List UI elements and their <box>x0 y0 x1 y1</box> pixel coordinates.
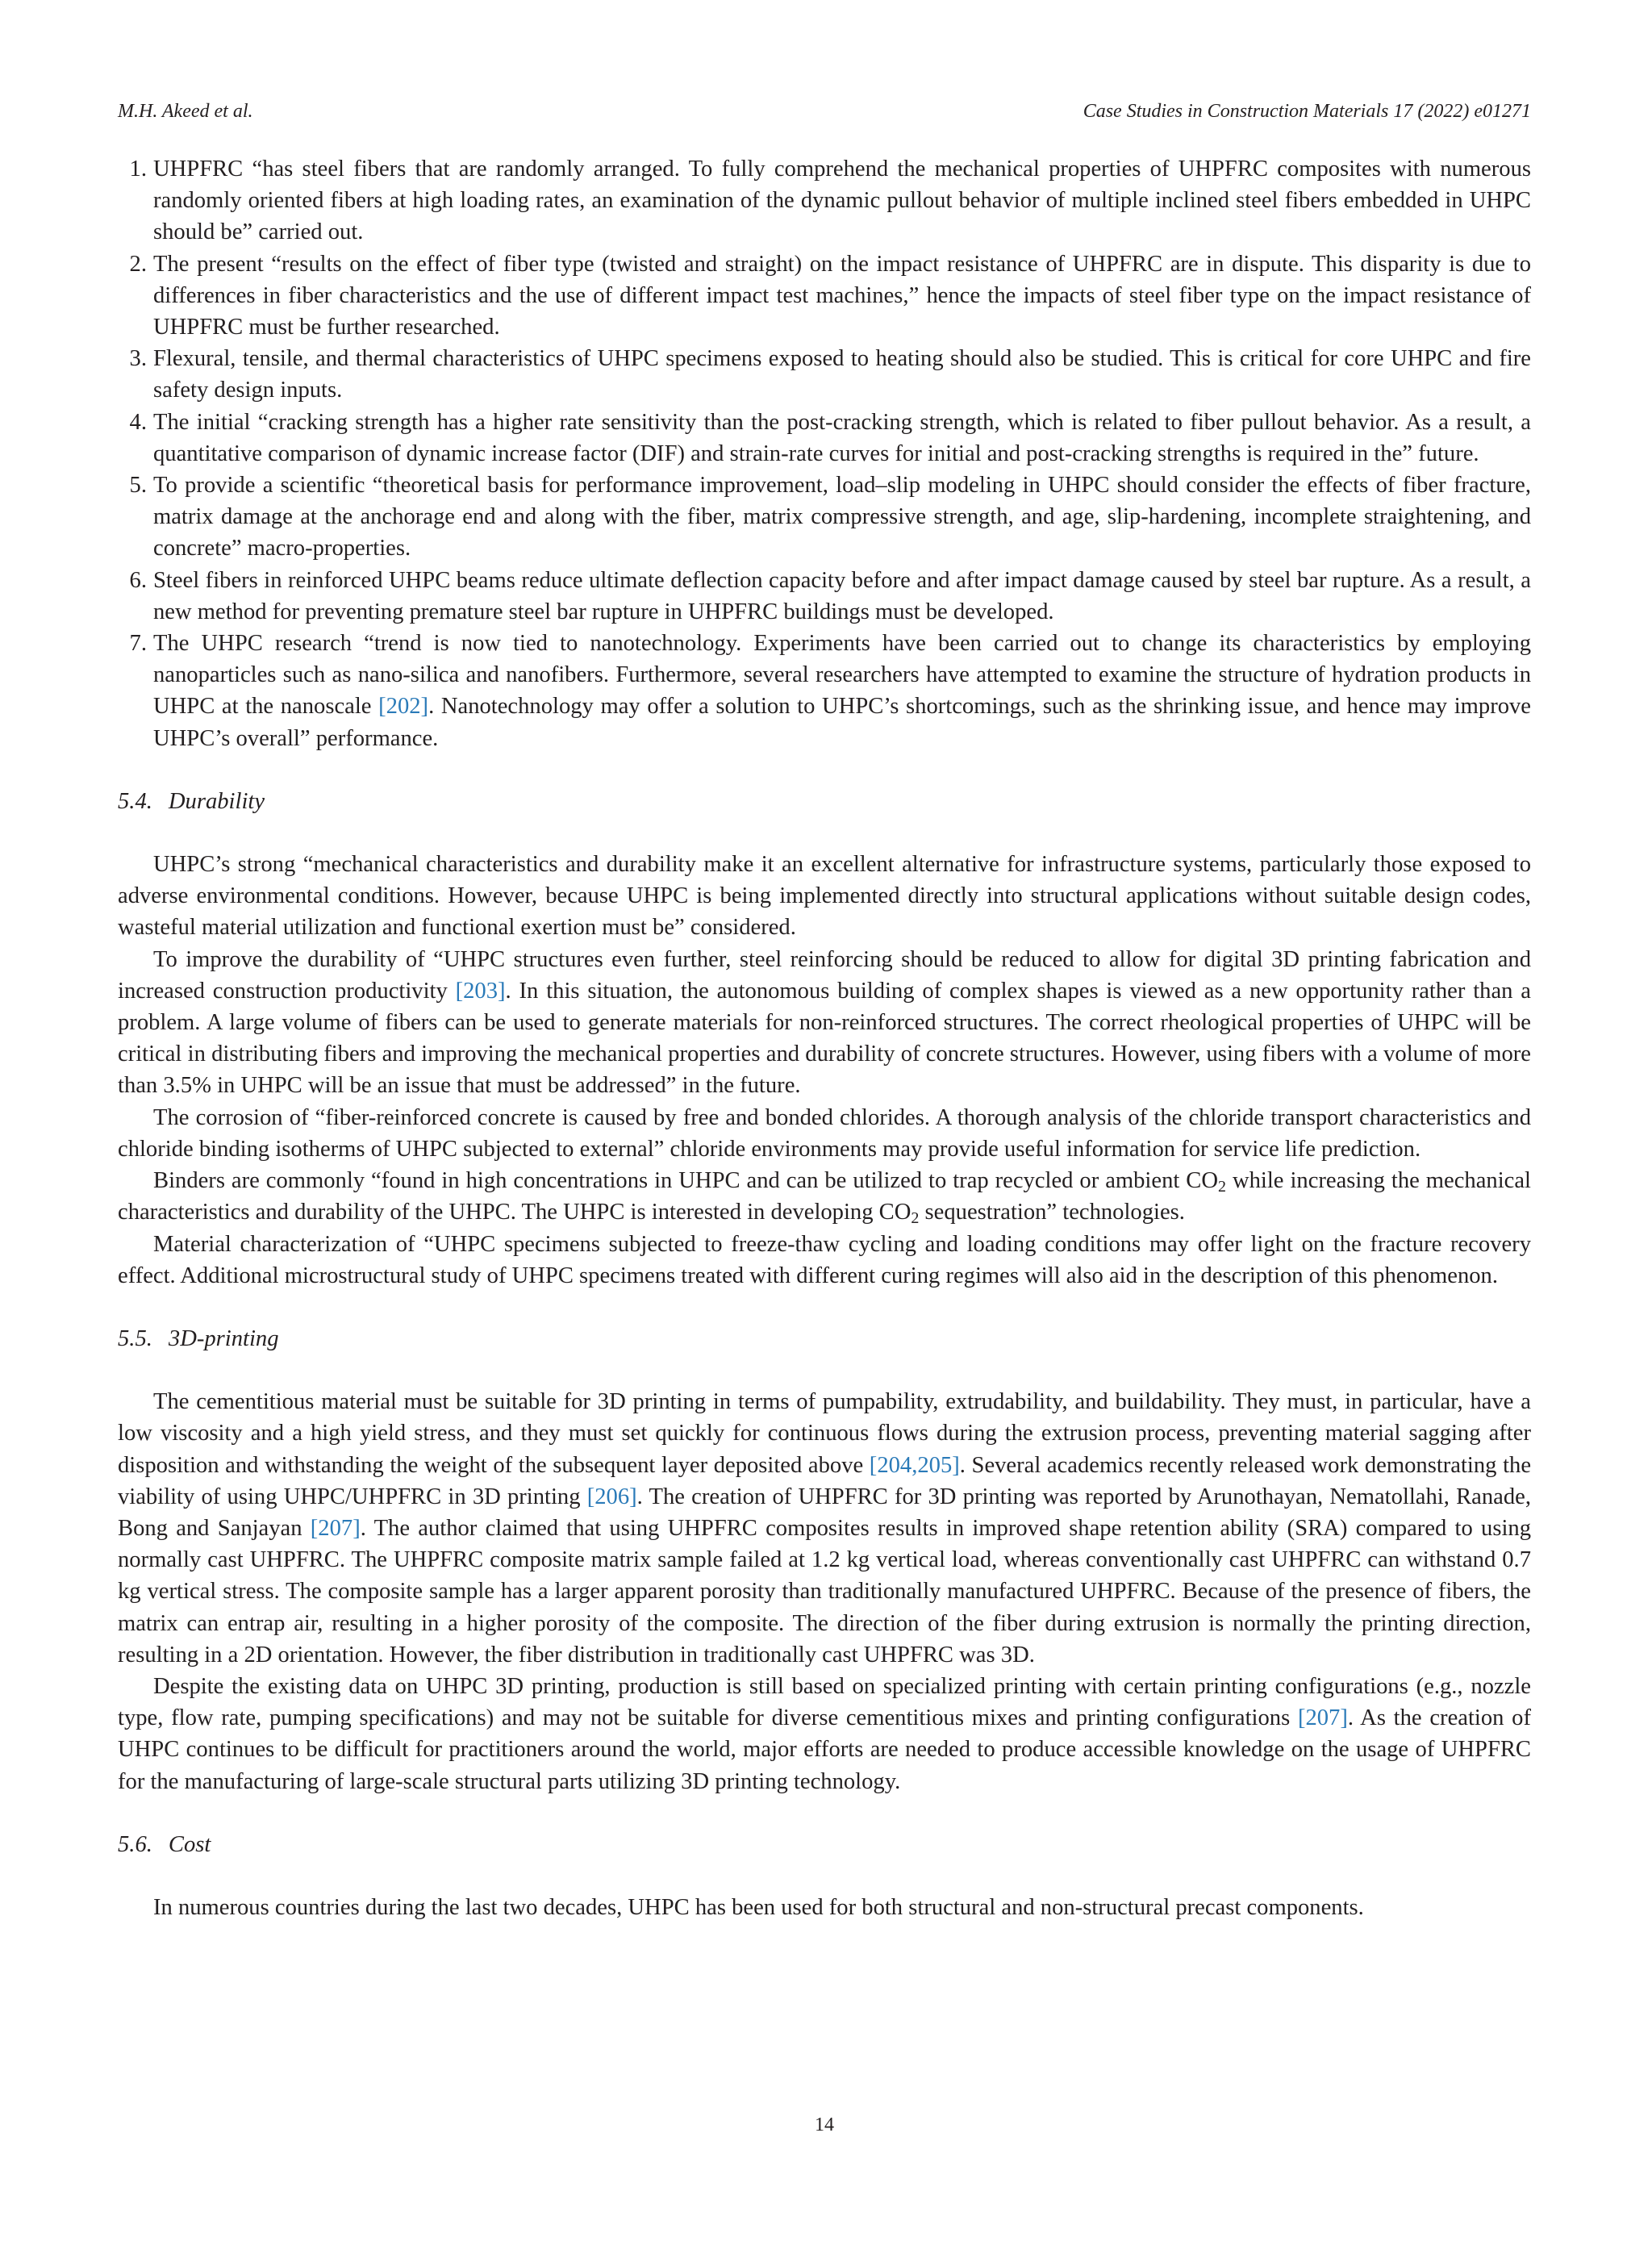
list-item-number: 7. <box>129 631 147 657</box>
paragraph: Material characterization of “UHPC specimens subjected to freeze-thaw cycling and loading conditions may offer light on the fracture recovery effect. Additional microstructural study of UHPC specimens treated with different curing regimes will also aid in the description of this phenomenon. <box>118 1231 1531 1288</box>
author-running-head: M.H. Akeed et al. <box>118 101 253 122</box>
section-title: Durability <box>168 788 265 814</box>
section-heading-printing <box>118 1323 1531 1354</box>
page-number: 14 <box>815 2114 834 2135</box>
list-item <box>129 248 1531 344</box>
list-item <box>129 470 1531 565</box>
paragraph: UHPC’s strong “mechanical characteristics and durability make it an excellent alternative for infrastructure systems, particularly those exposed to adverse environmental conditions. However, because UHPC is being implemented directly into structural applications without suitable design codes, wasteful material utilization and functional exertion must be” considered. <box>118 852 1531 941</box>
list-item-text: UHPFRC “has steel fibers that are randomly arranged. To fully comprehend the mechanical properties of UHPFRC composites with numerous randomly oriented fibers at high loading rates, an examination of the dynamic pullout behavior of multiple inclined steel fibers embedded in UHPC should be” carried out. <box>153 157 1531 245</box>
list-item <box>129 153 1531 248</box>
section-title: Cost <box>168 1831 211 1857</box>
list-item-text: Steel fibers in reinforced UHPC beams reduce ultimate deflection capacity before and after impact damage caused by steel bar rupture. As a result, a new method for preventing premature steel bar rupture in UHPFRC buildings must be developed. <box>153 567 1531 624</box>
citation-link[interactable]: [203] <box>455 978 506 1004</box>
list-item-number: 1. <box>129 157 147 182</box>
citation-link[interactable]: [206] <box>586 1484 637 1509</box>
list-item <box>129 407 1531 470</box>
subscript: 2 <box>1218 1178 1227 1196</box>
list-item-text: The UHPC research “trend is now tied to nanotechnology. Experiments have been carried out to change its characteristics by employing nanoparticles such as nano-silica and nanofibers. Furthermore, several researchers have attempted to examine the structure of hydration products in UHPC at the nanoscale [202]. Nanotechnology may offer a solution to UHPC’s shortcomings, such as the shrinking issue, and hence may improve UHPC’s overall” performance. <box>153 631 1532 751</box>
section-number: 5.5. <box>118 1325 152 1351</box>
journal-running-head: Case Studies in Construction Materials 17 (2022) e01271 <box>1083 101 1531 122</box>
citation-link[interactable]: [207] <box>310 1515 361 1541</box>
list-item-number: 6. <box>129 567 147 593</box>
paragraph: In numerous countries during the last two decades, UHPC has been used for both structural and non-structural precast components. <box>153 1894 1364 1920</box>
list-item-text: The present “results on the effect of fiber type (twisted and straight) on the impact resistance of UHPFRC are in dispute. This disparity is due to differences in fiber characteristics and the use of different impact test machines,” hence the impacts of steel fiber type on the impact resistance of UHPFRC must be further researched. <box>153 251 1531 340</box>
section-title: 3D-printing <box>168 1325 279 1351</box>
list-item-number: 3. <box>129 346 147 372</box>
list-item-text: The initial “cracking strength has a higher rate sensitivity than the post-cracking strength, which is related to fiber pullout behavior. As a result, a quantitative comparison of dynamic increase factor (DIF) and strain-rate curves for initial and post-cracking strengths is required in the” future. <box>153 409 1531 466</box>
paragraph: To improve the durability of “UHPC structures even further, steel reinforcing should be reduced to allow for digital 3D printing fabrication and increased construction productivity [203]. In this situation, the autonomous building of complex shapes is viewed as a new opportunity rather than a problem. A large volume of fibers can be used to generate materials for non-reinforced structures. The correct rheological properties of UHPC will be critical in distributing fibers and improving the mechanical properties and durability of concrete structures. However, using fibers with a volume of more than 3.5% in UHPC will be an issue that must be addressed” in the future. <box>118 946 1531 1099</box>
list-item <box>129 628 1532 754</box>
list-item-number: 5. <box>129 473 147 499</box>
paragraph: Despite the existing data on UHPC 3D printing, production is still based on specialized printing with certain printing configurations (e.g., nozzle type, flow rate, pumping specifications) and may not be suitable for diverse cementitious mixes and printing configurations [207]. As the creation of UHPC continues to be difficult for practitioners around the world, major efforts are needed to produce accessible knowledge on the usage of UHPFRC for the manufacturing of large-scale structural parts utilizing 3D printing technology. <box>118 1673 1531 1794</box>
citation-link[interactable]: [207] <box>1297 1705 1348 1731</box>
running-header <box>118 98 1531 124</box>
section-number: 5.4. <box>118 788 152 814</box>
section-heading-durability <box>118 786 1531 817</box>
sections <box>118 786 1531 1923</box>
list-item-number: 2. <box>129 251 147 277</box>
section-number: 5.6. <box>118 1831 152 1857</box>
paragraph: The corrosion of “fiber-reinforced concrete is caused by free and bonded chlorides. A thorough analysis of the chloride transport characteristics and chloride binding isotherms of UHPC subjected to external” chloride environments may provide useful information for service life prediction. <box>118 1104 1531 1162</box>
list-item-text: Flexural, tensile, and thermal characteristics of UHPC specimens exposed to heating should also be studied. This is critical for core UHPC and fire safety design inputs. <box>153 346 1531 403</box>
article-body <box>118 153 1531 1923</box>
future-research-list <box>118 153 1531 754</box>
list-item-number: 4. <box>129 409 147 435</box>
paragraph: The cementitious material must be suitable for 3D printing in terms of pumpability, extrudability, and buildability. They must, in particular, have a low viscosity and a high yield stress, and they must set quickly for continuous flows during the extrusion process, preventing material sagging after disposition and withstanding the weight of the subsequent layer deposited above [204,205]. Several academics recently released work demonstrating the viability of using UHPC/UHPFRC in 3D printing [206]. The creation of UHPFRC for 3D printing was reported by Arunothayan, Nematollahi, Ranade, Bong and Sanjayan [207]. The author claimed that using UHPFRC composites results in improved shape retention ability (SRA) compared to using normally cast UHPFRC. The UHPFRC composite matrix sample failed at 1.2 kg vertical load, whereas conventionally cast UHPFRC can withstand 0.7 kg vertical stress. The composite sample has a larger apparent porosity than traditionally manufactured UHPFRC. Because of the presence of fibers, the matrix can entrap air, resulting in a higher porosity of the composite. The direction of the fiber during extrusion is normally the printing direction, resulting in a 2D orientation. However, the fiber distribution in traditionally cast UHPFRC was 3D. <box>118 1389 1532 1668</box>
citation-link[interactable]: [202] <box>378 694 429 720</box>
list-item <box>129 343 1531 406</box>
citation-link[interactable]: [204,205] <box>869 1452 960 1478</box>
subscript: 2 <box>911 1209 920 1228</box>
list-item <box>129 565 1531 628</box>
list-item-text: To provide a scientific “theoretical basis for performance improvement, load–slip modeling in UHPC should consider the effects of fiber fracture, matrix damage at the anchorage end and along with the fiber, matrix compressive strength, and age, slip-hardening, incomplete straightening, and concrete” macro-properties. <box>153 473 1531 561</box>
section-heading-cost <box>118 1829 1531 1860</box>
paragraph: Binders are commonly “found in high concentrations in UHPC and can be utilized to trap recycled or ambient $CO_2$ while increasing the mechanical characteristics and durability of the UHPC. The UHPC is interested in developing $CO_2$ sequestration” technologies. <box>118 1168 1531 1228</box>
